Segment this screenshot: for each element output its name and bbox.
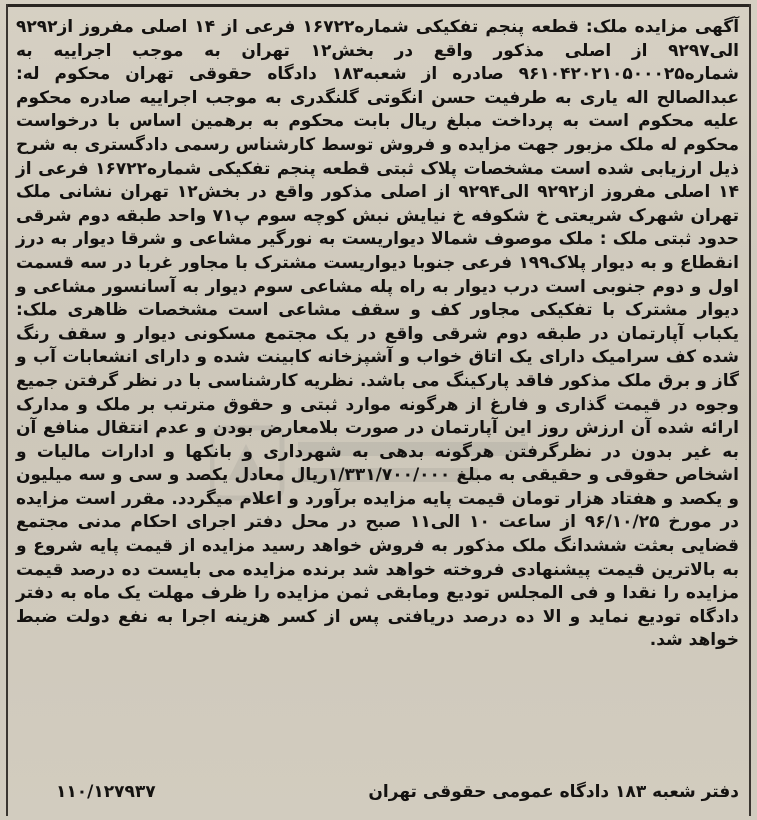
left-border-rule [6, 4, 8, 816]
auction-notice-body: آگهی مزایده ملک: قطعه پنجم تفکیکی شماره۱۶۷۲۲ فرعی از ۱۴ اصلی مفروز از۹۲۹۲ الی۹۲۹۷ از اصلی مذکور واقع در بخش۱۲ تهران به موجب اجراییه به شماره۹۶۱۰۴۲۰۲۱۰۵۰۰۰۲۵ صادره از شعبه۱۸۳ دادگاه حقوقی تهران محکوم له: عبدالصالح اله یاری به طرفیت حسن انگوتی گلنگدری به موجب اجراییه صادره محکوم علیه محکوم است به پرداخت مبلغ ریال بابت محکوم به برهمین اساس با درخواست محکوم له ملک مزبور جهت مزایده و فروش توسط کارشناس رسمی دادگستری به شرح ذیل ارزیابی شده است مشخصات پلاک ثبتی قطعه پنجم تفکیکی شماره۱۶۷۲۲ فرعی از ۱۴ اصلی مفروز از۹۲۹۲ الی۹۲۹۴ از اصلی مذکور واقع در بخش۱۲ تهران نشانی ملک تهران شهرک شریعتی خ شکوفه خ نیایش نبش کوچه سوم پ۷۱ واحد طبقه دوم شرقی حدود ثبتی ملک : ملک موصوف شمالا دیواریست به نورگیر مشاعی و شرقا دیوار به درز انقطاع و به دیوار پلاک۱۹۹ فرعی جنوبا دیواریست مشترک با مجاور غربا در سه قسمت اول و دوم جنوبی است درب دیوار به راه پله مشاعی سوم دیوار به آسانسور مشاعی و دیوار مشترک با تفکیکی مجاور کف و سقف مشاعی است مشخصات ظاهری ملک: یکباب آپارتمان در طبقه دوم شرقی واقع در یک مجتمع مسکونی دیوار و سقف رنگ شده کف سرامیک دارای یک اتاق خواب و آشپزخانه کابینت شده و دارای انشعابات آب و گاز و برق ملک مذکور فاقد پارکینگ می باشد. نظریه کارشناسی با در نظر گرفتن جمیع وجوه در قیمت گذاری و فارغ از هرگونه موارد ثبتی و حقوق مترتب بر ملک و مدارک ارائه شده آن ارزش روز این آپارتمان در صورت بلامعارض بودن و عدم انتقال منافع آن به غیر بدون در نظرگرفتن هرگونه بدهی به شهرداری و بانکها و ادارات مالیات و اشخاص حقوقی و حقیقی به مبلغ ۱/۳۳۱/۷۰۰/۰۰۰ریال معادل یکصد و سی و سه میلیون و یکصد و هفتاد هزار تومان قیمت پایه مزایده برآورد و اعلام میگردد. مقرر است مزایده در مورخ ۹۶/۱۰/۲۵ از ساعت ۱۰ الی۱۱ صبح در محل دفتر اجرای احکام مدنی مجتمع قضایی بعثت ششدانگ ملک مذکور به فروش خواهد رسید مزایده از قیمت پایه شروع و به بالاترین قیمت پیشنهادی فروخته خواهد شد برنده مزایده می بایست ده درصد قیمت مزایده را نقدا و فی المجلس تودیع ومابقی ثمن مزایده را ظرف مهلت یک ماه به دفتر دادگاه تودیع نماید و الا ده درصد دریافتی پس از کسر هزینه اجرا به نفع دولت ضبط خواهد شد. [16, 17, 740, 651]
top-border-rule [8, 4, 749, 7]
notice-code: ۱۱۰/۱۲۷۹۳۷ [56, 782, 156, 802]
issuing-office: دفتر شعبه ۱۸۳ دادگاه عمومی حقوقی تهران [368, 782, 739, 802]
notice-footer [16, 779, 739, 805]
right-border-rule [749, 4, 751, 816]
